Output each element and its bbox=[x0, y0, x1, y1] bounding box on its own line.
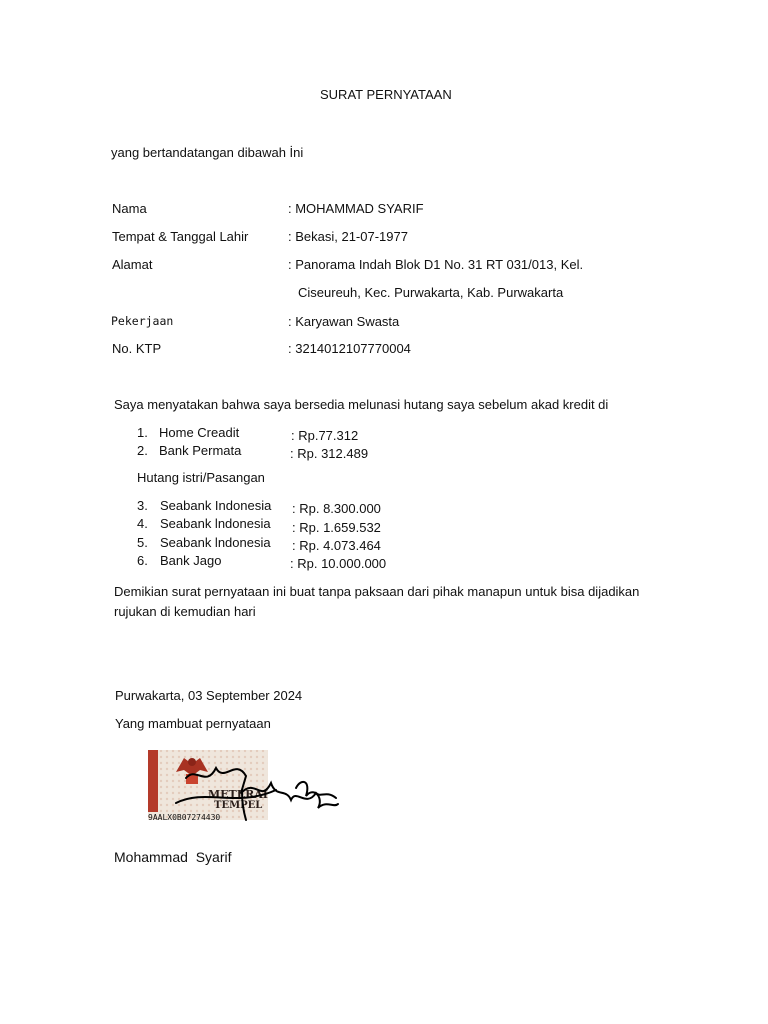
field-label-alamat: Alamat bbox=[112, 257, 153, 272]
debt-name-1: Home Creadit bbox=[159, 425, 240, 440]
maker-label: Yang mambuat pernyataan bbox=[115, 716, 271, 731]
debt-num-1: 1. bbox=[137, 425, 148, 440]
debt-num-4: 4. bbox=[137, 516, 148, 531]
stamp-text-1: METERAI bbox=[208, 788, 268, 801]
field-value-alamat: : Panorama Indah Blok D1 No. 31 RT 031/013, Kel. bbox=[288, 257, 584, 272]
debt-amount-2: : Rp. 312.489 bbox=[290, 446, 369, 461]
debt-num-5: 5. bbox=[137, 535, 148, 550]
field-label-ktp: No. KTP bbox=[112, 341, 162, 356]
field-label-ttl: Tempat & Tanggal Lahir bbox=[112, 229, 249, 244]
field-value-nama: : MOHAMMAD SYARIF bbox=[288, 201, 424, 216]
stamp-serial: 9AALX0B07274430 bbox=[148, 813, 221, 822]
signer-name: Mohammad Syarif bbox=[114, 849, 232, 865]
spouse-heading: Hutang istri/Pasangan bbox=[137, 470, 265, 485]
intro-text: yang bertandatangan dibawah İni bbox=[111, 145, 304, 160]
field-value-pekerjaan: : Karyawan Swasta bbox=[288, 314, 400, 329]
field-value-ktp: : 3214012107770004 bbox=[288, 341, 411, 356]
debt-num-6: 6. bbox=[137, 553, 148, 568]
field-value-ttl: : Bekasi, 21-07-1977 bbox=[288, 229, 408, 244]
stamp-text-2: TEMPEL bbox=[214, 800, 263, 811]
closing-line-2: rujukan di kemudian hari bbox=[114, 604, 256, 619]
debt-name-2: Bank Permata bbox=[159, 443, 242, 458]
field-value-alamat-cont: Ciseureuh, Kec. Purwakarta, Kab. Purwakarta bbox=[298, 285, 564, 300]
debt-amount-4: : Rp. 1.659.532 bbox=[292, 520, 381, 535]
debt-name-5: Seabank lndonesia bbox=[160, 535, 271, 550]
debt-num-3: 3. bbox=[137, 498, 148, 513]
debt-amount-3: : Rp. 8.300.000 bbox=[292, 501, 381, 516]
debt-amount-6: : Rp. 10.000.000 bbox=[290, 556, 387, 571]
signature-block bbox=[146, 748, 346, 838]
statement-text: Saya menyatakan bahwa saya bersedia melunasi hutang saya sebelum akad kredit di bbox=[114, 397, 609, 412]
debt-amount-1: : Rp.77.312 bbox=[291, 428, 359, 443]
debt-name-4: Seabank lndonesia bbox=[160, 516, 271, 531]
meterai-stamp-image bbox=[146, 748, 346, 838]
debt-name-6: Bank Jago bbox=[160, 553, 222, 568]
debt-num-2: 2. bbox=[137, 443, 148, 458]
debt-amount-5: : Rp. 4.073.464 bbox=[292, 538, 381, 553]
place-date: Purwakarta, 03 September 2024 bbox=[115, 688, 303, 703]
field-label-pekerjaan: Pekerjaan bbox=[111, 314, 174, 328]
stamp-red-strip bbox=[148, 750, 158, 812]
closing-line-1: Demikian surat pernyataan ini buat tanpa paksaan dari pihak manapun untuk bisa dijadikan bbox=[114, 584, 640, 599]
debt-name-3: Seabank Indonesia bbox=[160, 498, 272, 513]
field-label-nama: Nama bbox=[112, 201, 147, 216]
document-title: SURAT PERNYATAAN bbox=[320, 87, 452, 102]
